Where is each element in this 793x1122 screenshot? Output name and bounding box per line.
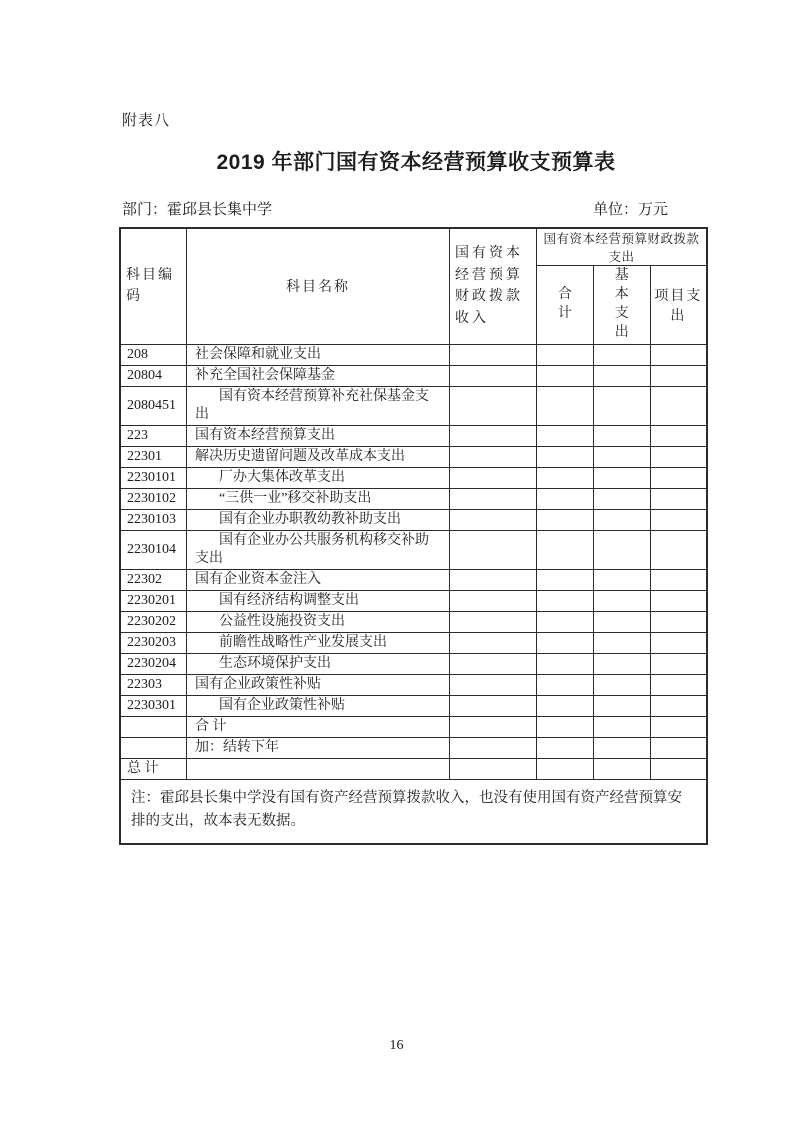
subject-code-cell [120,737,187,758]
subject-name-cell: 社会保障和就业支出 [187,344,450,365]
project-value-cell [650,386,707,425]
basic-value-cell [593,569,650,590]
page-number: 16 [389,1038,404,1053]
subject-code-cell: 2230101 [120,467,187,488]
income-value-cell [450,488,537,509]
project-value-cell [650,716,707,737]
project-value-cell [650,632,707,653]
income-value-cell [450,386,537,425]
basic-value-cell [593,467,650,488]
basic-value-cell [593,695,650,716]
subject-code-cell: 2230203 [120,632,187,653]
subject-code-cell: 223 [120,425,187,446]
table-row [120,674,707,695]
table-row [120,425,707,446]
table-row [120,716,707,737]
income-value-cell [450,674,537,695]
table-row [120,530,707,569]
project-value-cell [650,530,707,569]
project-value-cell [650,488,707,509]
subject-name-cell: 公益性设施投资支出 [187,611,450,632]
subject-name-cell: 国有经济结构调整支出 [187,590,450,611]
table-row [120,695,707,716]
column-header-basic-expenditure-label: 基本支出 [614,268,629,340]
subject-code-cell: 2230301 [120,695,187,716]
table-row [120,611,707,632]
budget-table-foot [120,779,707,844]
table-row [120,632,707,653]
total-value-cell [537,674,594,695]
total-value-cell [537,716,594,737]
subject-name-cell: 国有企业资本金注入 [187,569,450,590]
total-value-cell [537,344,594,365]
subject-code-cell: 2230202 [120,611,187,632]
income-value-cell [450,425,537,446]
project-value-cell [650,611,707,632]
subject-name-cell: 解决历史遗留问题及改革成本支出 [187,446,450,467]
budget-table [119,227,708,845]
table-row [120,344,707,365]
subject-code-cell: 2080451 [120,386,187,425]
basic-value-cell [593,632,650,653]
budget-table-head [120,228,707,344]
basic-value-cell [593,488,650,509]
subject-name-cell: 国有企业办公共服务机构移交补助支出 [187,530,450,569]
subject-code-cell [120,716,187,737]
subject-code-cell: 20804 [120,365,187,386]
column-header-subject-name: 科目名称 [187,228,450,344]
subject-code-cell: 208 [120,344,187,365]
subject-name-cell: 国有企业政策性补贴 [187,695,450,716]
basic-value-cell [593,737,650,758]
income-value-cell [450,530,537,569]
table-row [120,386,707,425]
column-header-income: 国有资本经营预算财政拨款收入 [450,228,537,344]
subject-name-cell: 国有企业办职教幼教补助支出 [187,509,450,530]
total-value-cell [537,590,594,611]
column-header-subject-code: 科目编码 [120,228,187,344]
subject-name-cell: 加：结转下年 [187,737,450,758]
subject-code-cell: 2230104 [120,530,187,569]
subject-code-cell: 2230201 [120,590,187,611]
subject-code-cell: 2230103 [120,509,187,530]
project-value-cell [650,365,707,386]
table-row [120,467,707,488]
basic-value-cell [593,509,650,530]
total-value-cell [537,758,594,779]
subject-code-cell: 2230102 [120,488,187,509]
column-header-expenditure-group: 国有资本经营预算财政拨款支出 [537,228,708,266]
basic-value-cell [593,530,650,569]
project-value-cell [650,446,707,467]
subject-name-cell: 前瞻性战略性产业发展支出 [187,632,450,653]
basic-value-cell [593,386,650,425]
basic-value-cell [593,611,650,632]
total-value-cell [537,632,594,653]
table-row [120,737,707,758]
unit-label: 单位：万元 [592,202,668,218]
project-value-cell [650,758,707,779]
subject-name-cell: 国有企业政策性补贴 [187,674,450,695]
income-value-cell [450,344,537,365]
total-value-cell [537,365,594,386]
table-row [120,365,707,386]
table-note: 注：霍邱县长集中学没有国有资产经营预算拨款收入，也没有使用国有资产经营预算安排的支出，故本表无数据。 [120,779,707,844]
total-value-cell [537,569,594,590]
total-value-cell [537,425,594,446]
project-value-cell [650,674,707,695]
subject-name-cell [187,758,450,779]
table-row [120,758,707,779]
total-value-cell [537,509,594,530]
column-header-total [537,266,594,345]
project-value-cell [650,344,707,365]
total-value-cell [537,530,594,569]
income-value-cell [450,569,537,590]
subject-code-cell: 总 计 [120,758,187,779]
total-value-cell [537,488,594,509]
basic-value-cell [593,674,650,695]
table-row [120,488,707,509]
total-value-cell [537,446,594,467]
table-row [120,446,707,467]
table-row [120,653,707,674]
subject-name-cell: “三供一业”移交补助支出 [187,488,450,509]
subject-name-cell: 合 计 [187,716,450,737]
total-value-cell [537,737,594,758]
subject-code-cell: 22302 [120,569,187,590]
income-value-cell [450,446,537,467]
department-label: 部门：霍邱县长集中学 [122,202,273,218]
basic-value-cell [593,344,650,365]
page-title: 2019 年部门国有资本经营预算收支预算表 [216,151,616,174]
basic-value-cell [593,716,650,737]
basic-value-cell [593,653,650,674]
subject-code-cell: 22301 [120,446,187,467]
project-value-cell [650,425,707,446]
basic-value-cell [593,425,650,446]
subject-code-cell: 2230204 [120,653,187,674]
income-value-cell [450,365,537,386]
project-value-cell [650,590,707,611]
income-value-cell [450,737,537,758]
income-value-cell [450,467,537,488]
project-value-cell [650,695,707,716]
subject-name-cell: 补充全国社会保障基金 [187,365,450,386]
total-value-cell [537,467,594,488]
column-header-project-expenditure: 项目支出 [650,266,707,345]
total-value-cell [537,611,594,632]
subject-name-cell: 国有资本经营预算补充社保基金支出 [187,386,450,425]
subject-name-cell: 国有资本经营预算支出 [187,425,450,446]
attachment-label: 附表八 [122,113,171,129]
basic-value-cell [593,446,650,467]
basic-value-cell [593,590,650,611]
income-value-cell [450,590,537,611]
header-row-top [120,228,707,266]
income-value-cell [450,695,537,716]
column-header-basic-expenditure [593,266,650,345]
project-value-cell [650,653,707,674]
basic-value-cell [593,758,650,779]
table-meta [122,198,668,219]
table-row [120,509,707,530]
project-value-cell [650,569,707,590]
budget-table-body [120,344,707,779]
table-row [120,590,707,611]
total-value-cell [537,386,594,425]
income-value-cell [450,611,537,632]
column-header-total-label: 合计 [557,286,572,321]
income-value-cell [450,632,537,653]
project-value-cell [650,467,707,488]
project-value-cell [650,737,707,758]
subject-name-cell: 厂办大集体改革支出 [187,467,450,488]
project-value-cell [650,509,707,530]
total-value-cell [537,653,594,674]
income-value-cell [450,758,537,779]
note-row [120,779,707,844]
income-value-cell [450,716,537,737]
subject-name-cell: 生态环境保护支出 [187,653,450,674]
basic-value-cell [593,365,650,386]
income-value-cell [450,653,537,674]
total-value-cell [537,695,594,716]
subject-code-cell: 22303 [120,674,187,695]
table-row [120,569,707,590]
income-value-cell [450,509,537,530]
